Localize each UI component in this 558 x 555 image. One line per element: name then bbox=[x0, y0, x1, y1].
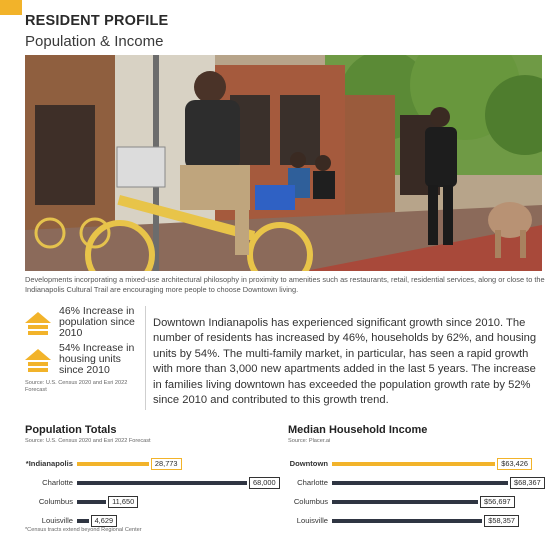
bar-row bbox=[288, 458, 548, 470]
corner-accent bbox=[0, 0, 22, 15]
bar-label: Charlotte bbox=[42, 478, 73, 487]
bar-label: Charlotte bbox=[297, 478, 328, 487]
photo-caption: Developments incorporating a mixed-use architectural philosophy in proximity to amenities such as restaurants, retail, residential services, along or close to the Indianapolis Cultural Trail are encouraging more people to choose Downtown living. bbox=[25, 275, 545, 294]
stacked-arrow-icon bbox=[25, 312, 51, 336]
bar-value-label: 28,773 bbox=[151, 458, 182, 470]
bar-label: *Indianapolis bbox=[25, 459, 73, 468]
divider bbox=[145, 306, 146, 410]
bar bbox=[332, 481, 508, 485]
bar bbox=[77, 462, 149, 466]
bar bbox=[77, 519, 89, 523]
growth-stats bbox=[25, 306, 143, 394]
bar-row bbox=[288, 496, 548, 508]
bar-value-label: $63,426 bbox=[497, 458, 532, 470]
page-title: RESIDENT PROFILE bbox=[25, 13, 169, 29]
bar-value-label: $68,367 bbox=[510, 477, 545, 489]
bar-row bbox=[25, 496, 265, 508]
bar bbox=[77, 500, 106, 504]
bar-value-label: 4,629 bbox=[91, 515, 118, 527]
bar-label: Downtown bbox=[289, 459, 328, 468]
population-stat bbox=[25, 306, 143, 339]
income-chart-title: Median Household Income bbox=[288, 424, 428, 436]
bar-label: Columbus bbox=[38, 497, 73, 506]
bar-label: Columbus bbox=[293, 497, 328, 506]
bar-row bbox=[25, 477, 276, 489]
population-footnote: *Census tracts extend beyond Regional Center bbox=[25, 527, 142, 533]
bar-label: Louisville bbox=[41, 516, 73, 525]
income-chart bbox=[288, 424, 548, 524]
bar-row bbox=[25, 458, 265, 470]
population-chart-title: Population Totals bbox=[25, 424, 117, 436]
income-chart-source: Source: Placer.ai bbox=[288, 438, 331, 444]
bar bbox=[77, 481, 247, 485]
population-stat-text: 46% Increase in population since 2010 bbox=[59, 305, 135, 340]
stats-source: Source: U.S. Census 2020 and Esri 2022 Forecast bbox=[25, 380, 128, 393]
stacked-arrow-icon bbox=[25, 349, 51, 373]
housing-stat bbox=[25, 343, 143, 376]
bar-row bbox=[288, 477, 548, 489]
bar-value-label: 68,000 bbox=[249, 477, 280, 489]
bar-value-label: $58,357 bbox=[484, 515, 519, 527]
population-chart bbox=[25, 424, 276, 525]
bar-row bbox=[25, 515, 265, 527]
bar-value-label: $56,697 bbox=[480, 496, 515, 508]
bar bbox=[332, 500, 478, 504]
housing-stat-text: 54% Increase in housing units since 2010 bbox=[59, 342, 135, 377]
street-photo bbox=[25, 55, 542, 271]
bar-value-label: 11,650 bbox=[108, 496, 138, 508]
bar bbox=[332, 519, 482, 523]
bar bbox=[332, 462, 495, 466]
population-chart-source: Source: U.S. Census 2020 and Esri 2022 Forecast bbox=[25, 438, 151, 444]
page-subtitle: Population & Income bbox=[25, 33, 164, 50]
bar-label: Louisville bbox=[296, 516, 328, 525]
bar-row bbox=[288, 515, 548, 527]
body-paragraph: Downtown Indianapolis has experienced significant growth since 2010. The number of residents has increased by 46%, households by 62%, and housing units by 54%. The multi-family market, in particular, has seen a rapid growth with more than 3,000 new apartments added in the last 5 years. The increase in families living downtown has exceeded the population growth rate by 52% since 2010 and contributed to this growth trend. bbox=[153, 317, 537, 407]
